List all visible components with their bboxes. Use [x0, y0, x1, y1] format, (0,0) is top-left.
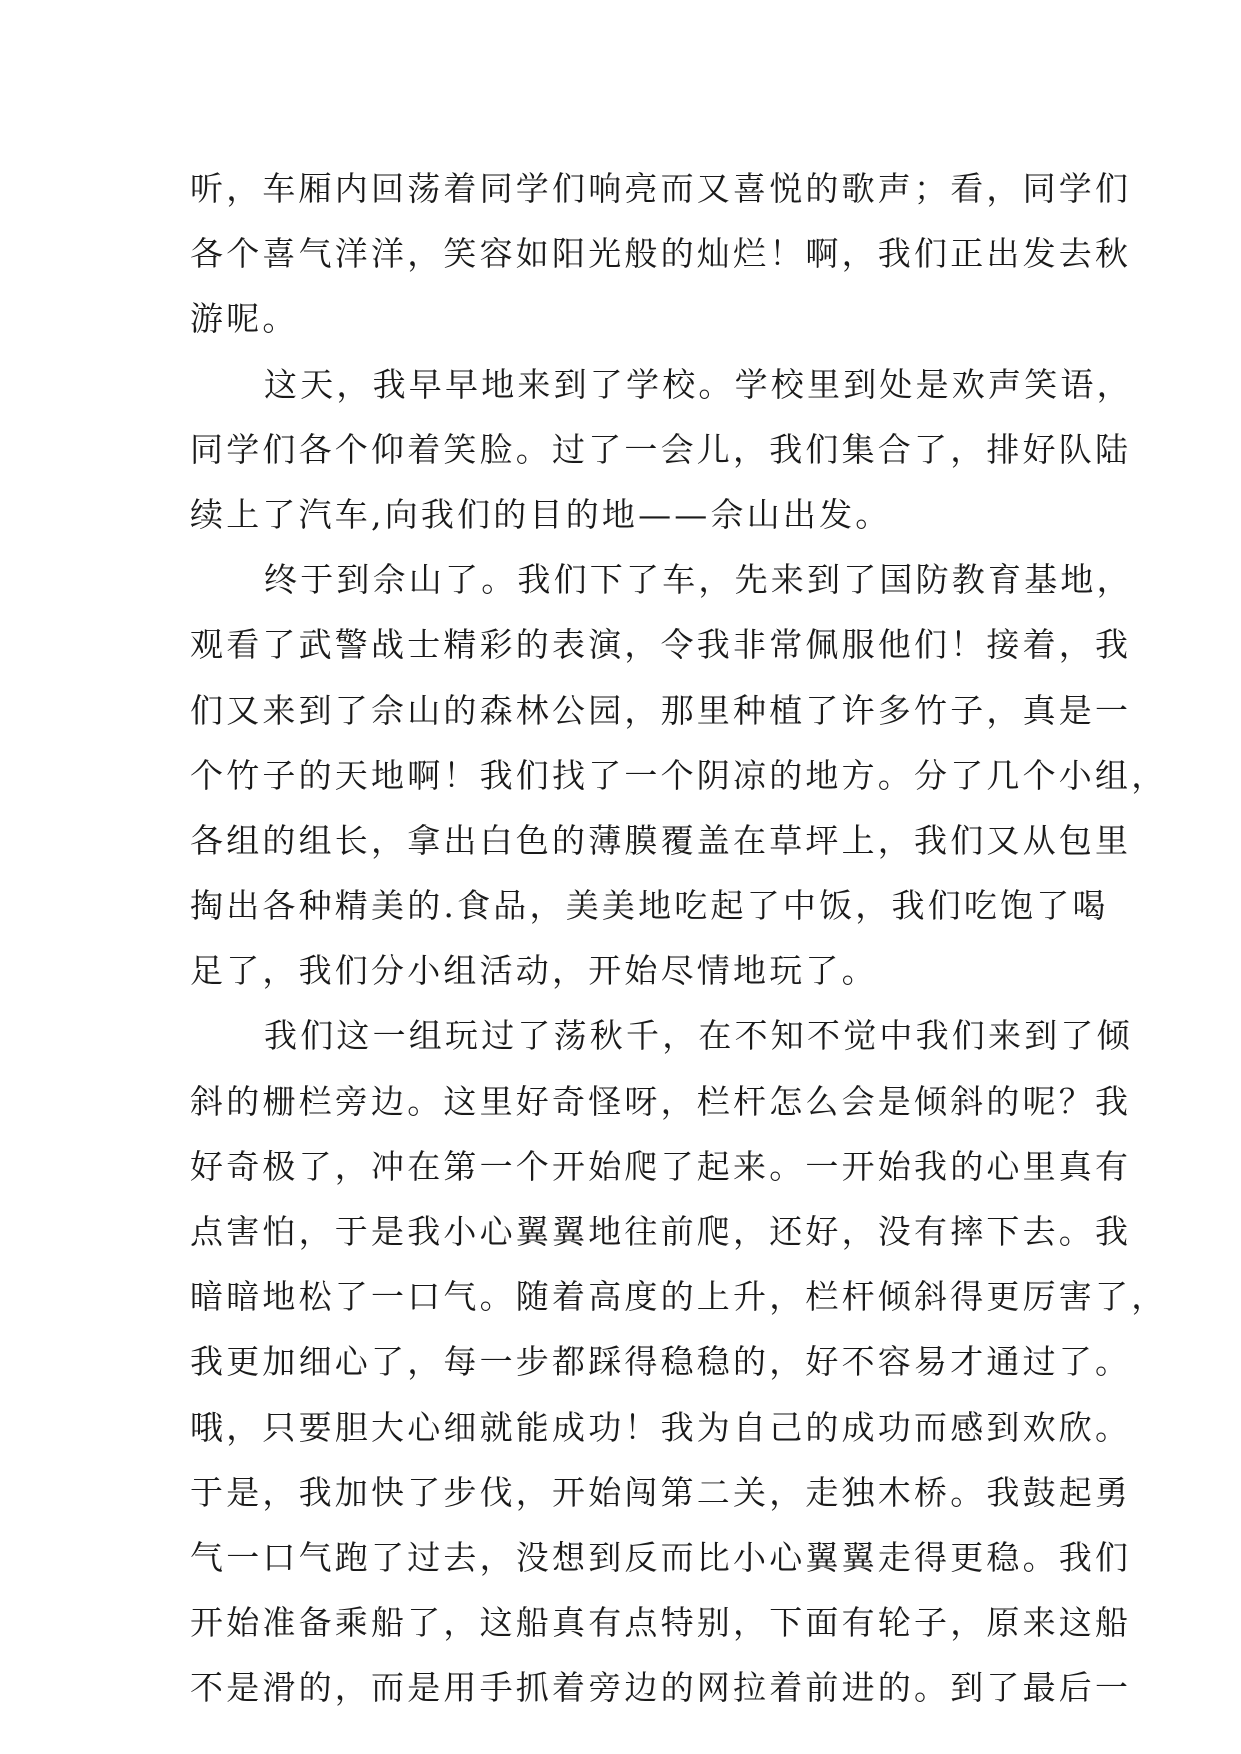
paragraph-first-line: 我们这一组玩过了荡秋千，在不知不觉中我们来到了倾 [264, 1016, 1133, 1056]
text-line: 各组的组长，拿出白色的薄膜覆盖在草坪上，我们又从包里 [190, 820, 1132, 860]
text-line: 哦，只要胆大心细就能成功！我为自己的成功而感到欢欣。 [190, 1407, 1132, 1447]
text-line: 于是，我加快了步伐，开始闯第二关，走独木桥。我鼓起勇 [190, 1472, 1132, 1512]
text-line: 们又来到了佘山的森林公园，那里种植了许多竹子，真是一 [190, 690, 1132, 730]
body-text [190, 156, 1168, 1721]
text-line: 斜的栅栏旁边。这里好奇怪呀，栏杆怎么会是倾斜的呢？我 [190, 1081, 1132, 1121]
text-line: 游呢。 [190, 299, 299, 339]
paragraph-first-line: 这天，我早早地来到了学校。学校里到处是欢声笑语， [264, 364, 1133, 404]
text-line: 不是滑的，而是用手抓着旁边的网拉着前进的。到了最后一 [190, 1668, 1132, 1708]
text-line: 听，车厢内回荡着同学们响亮而又喜悦的歌声；看，同学们 [190, 169, 1132, 208]
text-line: 观看了武警战士精彩的表演，令我非常佩服他们！接着，我 [190, 625, 1132, 665]
text-line: 点害怕，于是我小心翼翼地往前爬，还好，没有摔下去。我 [190, 1212, 1132, 1251]
text-line: 同学们各个仰着笑脸。过了一会儿，我们集合了，排好队陆 [190, 429, 1132, 469]
text-line: 我更加细心了，每一步都踩得稳稳的，好不容易才通过了。 [190, 1342, 1132, 1382]
text-line: 续上了汽车,向我们的目的地——佘山出发。 [190, 494, 892, 534]
text-line: 气一口气跑了过去，没想到反而比小心翼翼走得更稳。我们 [190, 1537, 1132, 1577]
text-line: 个竹子的天地啊！我们找了一个阴凉的地方。分了几个小组， [190, 755, 1168, 795]
text-line: 开始准备乘船了，这船真有点特别，下面有轮子，原来这船 [190, 1603, 1132, 1643]
text-line: 掏出各种精美的.食品，美美地吃起了中饭，我们吃饱了喝 [190, 886, 1109, 926]
text-line: 各个喜气洋洋，笑容如阳光般的灿烂！啊，我们正出发去秋 [190, 234, 1132, 274]
text-line: 暗暗地松了一口气。随着高度的上升，栏杆倾斜得更厉害了， [190, 1277, 1168, 1317]
paragraph-first-line: 终于到佘山了。我们下了车，先来到了国防教育基地， [264, 560, 1133, 600]
text-line: 足了，我们分小组活动，开始尽情地玩了。 [190, 951, 878, 991]
text-line: 好奇极了，冲在第一个开始爬了起来。一开始我的心里真有 [190, 1146, 1132, 1186]
